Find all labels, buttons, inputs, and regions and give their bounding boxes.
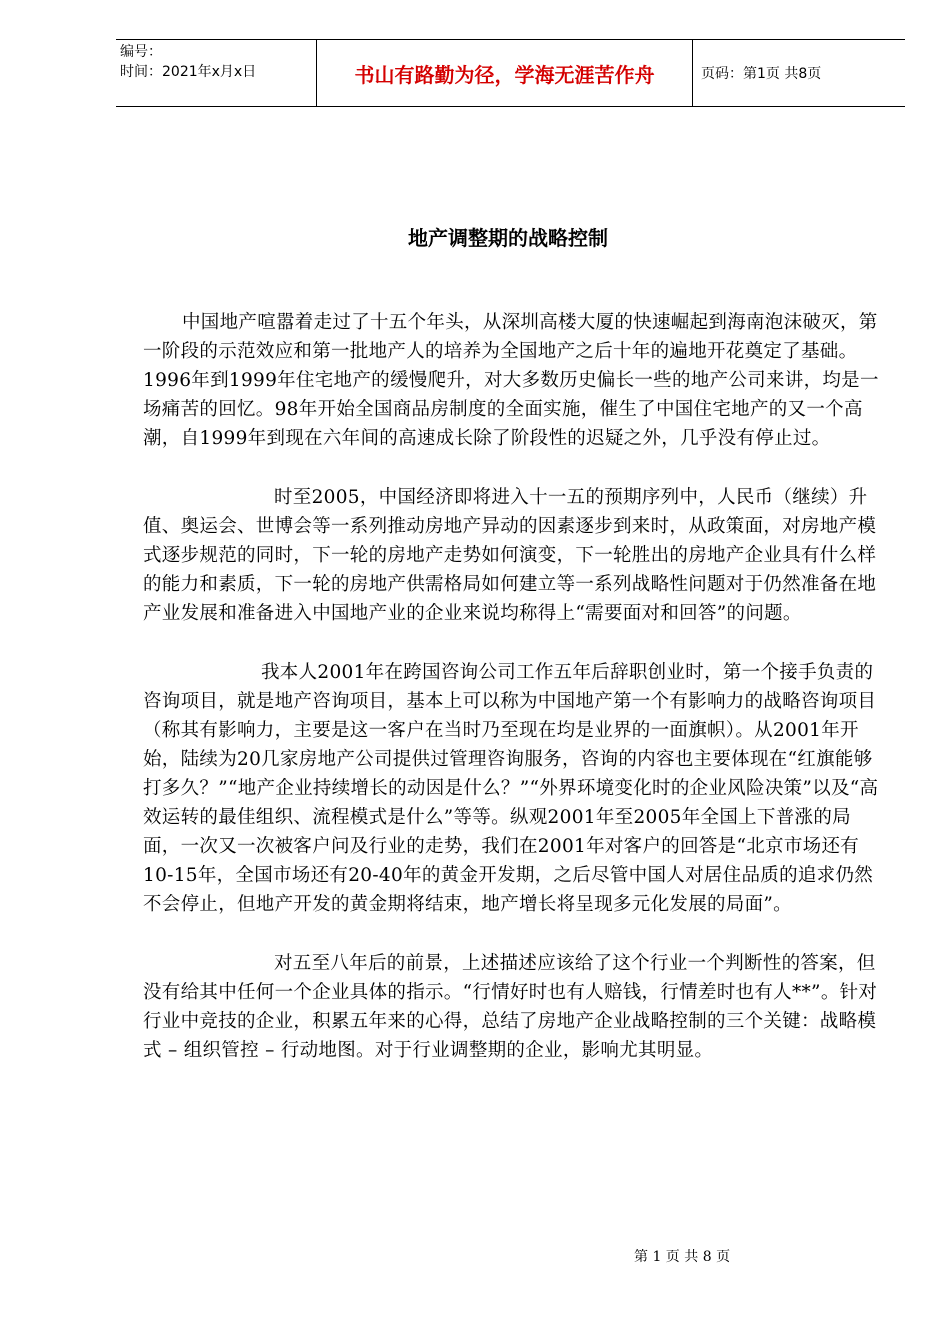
time-label: 时间：2021年x月x日	[120, 64, 257, 80]
number-label: 编号：	[120, 44, 162, 60]
paragraph-4: 对五至八年后的前景，上述描述应该给了这个行业一个判断性的答案，但没有给其中任何一个企业具体的指示。“行情好时也有人赔钱，行情差时也有人**”。针对行业中竞技的企业，积累五年来的心得，总结了房地产企业战略控制的三个关键：战略模式 – 组织管控 – 行动地图。对于行业调整期的企业，影响尤其明显。	[143, 953, 878, 1061]
header-page-info: 页码：第1页 共8页	[701, 66, 822, 82]
page-header	[116, 39, 905, 107]
header-meta	[116, 40, 316, 106]
paragraph-2: 时至2005，中国经济即将进入十一五的预期序列中，人民币（继续）升值、奥运会、世博会等一系列推动房地产异动的因素逐步到来时，从政策面，对房地产模式逐步规范的同时，下一轮的房地产走势如何演变，下一轮胜出的房地产企业具有什么样的能力和素质，下一轮的房地产供需格局如何建立等一系列战略性问题对于仍然准备在地产业发展和准备进入中国地产业的企业来说均称得上“需要面对和回答”的问题。	[143, 487, 877, 624]
header-motto: 书山有路勤为径，学海无涯苦作舟	[316, 40, 693, 106]
document-body	[143, 308, 885, 1095]
document-title: 地产调整期的战略控制	[408, 226, 608, 250]
paragraph-3: 我本人2001年在跨国咨询公司工作五年后辞职创业时，第一个接手负责的咨询项目，就是地产咨询项目，基本上可以称为中国地产第一个有影响力的战略咨询项目（称其有影响力，主要是这一客户在当时乃至现在均是业界的一面旗帜）。从2001年开始，陆续为20几家房地产公司提供过管理咨询服务，咨询的内容也主要体现在“红旗能够打多久？”“地产企业持续增长的动因是什么？”“外界环境变化时的企业风险决策”以及“高效运转的最佳组织、流程模式是什么”等等。纵观2001年至2005年全国上下普涨的局面，一次又一次被客户问及行业的走势，我们在2001年对客户的回答是“北京市场还有10-15年，全国市场还有20-40年的黄金开发期，之后尽管中国人对居住品质的追求仍然不会停止，但地产开发的黄金期将结束，地产增长将呈现多元化发展的局面”。	[143, 662, 879, 915]
paragraph-1: 中国地产喧嚣着走过了十五个年头，从深圳高楼大厦的快速崛起到海南泡沫破灭，第一阶段的示范效应和第一批地产人的培养为全国地产之后十年的遍地开花奠定了基础。1996年到1999年住宅地产的缓慢爬升，对大多数历史偏长一些的地产公司来讲，均是一场痛苦的回忆。98年开始全国商品房制度的全面实施，催生了中国住宅地产的又一个高潮，自1999年到现在六年间的高速成长除了阶段性的迟疑之外，几乎没有停止过。	[143, 312, 879, 449]
page-footer: 第 1 页 共 8 页	[634, 1249, 731, 1265]
